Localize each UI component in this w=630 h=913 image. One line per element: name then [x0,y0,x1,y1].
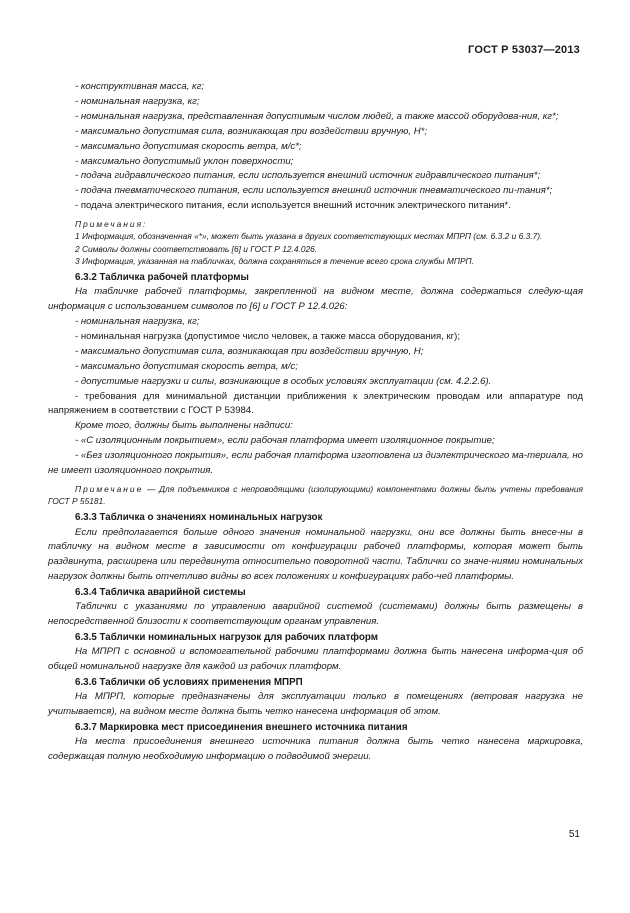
list-item: - максимально допустимая сила, возникающая при воздействии вручную, Н*; [75,125,428,137]
note-item: 2 Символы должны соответствовать [6] и ГОСТ Р 12.4.026. [75,243,318,254]
section-heading-6-3-5: 6.3.5 Таблички номинальных нагрузок для рабочих платформ [75,632,378,644]
section-text: На МПРП, которые предназначены для эксплуатации только в помещениях (ветровая нагрузка не учитывается), на видном месте должна быть четко нанесена информация об этом. [48,691,583,718]
list-item: - номинальная нагрузка (допустимое число человек, а также масса оборудования, кг); [75,330,461,342]
note-item: 3 Информация, указанная на табличках, должна сохраняться в течение всего срока службы МПРП. [75,255,474,266]
list-item: - «Без изоляционного покрытия», если рабочая платформа изготовлена из диэлектрического ма-териала, но не имеет изоляционного покрытия. [48,450,583,477]
list-item: - допустимые нагрузки и силы, возникающие в особых условиях эксплуатации (см. 4.2.2.6). [75,375,492,387]
section-heading-6-3-2: 6.3.2 Табличка рабочей платформы [75,271,249,283]
list-a [48,80,583,214]
list-item: - «С изоляционным покрытием», если рабочая платформа имеет изоляционное покрытие; [75,435,495,447]
note-item: 1 Информация, обозначенная «*», может быть указана в других соответствующих местах МПРП (см. 6.3.2 и 6.3.7). [75,231,543,242]
page-number: 51 [568,829,580,840]
list-item: - требования для минимальной дистанции приближения к электрическим проводам или аппаратуре под напряжением в соответствии с ГОСТ Р 53984. [48,390,583,417]
list-item: - номинальная нагрузка, кг; [75,95,200,107]
section-heading-6-3-3: 6.3.3 Табличка о значениях номинальных нагрузок [75,512,323,524]
list-item: - подача электрического питания, если используется внешний источник электрического питания*. [75,200,511,212]
list-item: - подача пневматического питания, если используется внешний источник пневматического пи-тания*; [75,185,553,197]
note-paragraph [48,483,583,507]
section-text: Если предполагается больше одного значения номинальной нагрузки, они все должны быть внесе-ны в табличку на видном месте в зависимости от конфигурации рабочей платформы, которая может быть раздвинута, расширена или передвинута относительно поворотной части. Таблички со значе-ниями номинальных нагрузок должны быть отчетливо видны во всех положениях и конфигурациях рабо-чей платформы. [48,526,583,583]
section-text: Кроме того, должны быть выполнены надписи: [75,420,293,432]
list-item: - конструктивная масса, кг; [75,81,204,92]
section-heading-6-3-7: 6.3.7 Маркировка мест присоединения внешнего источника питания [75,722,408,734]
note-label: Примечание [75,483,144,494]
section-intro: На табличке рабочей платформы, закрепленной на видном месте, должна содержаться следую-щая информация с использованием символов по [6] и ГОСТ Р 12.4.026: [48,286,583,313]
list-item: - максимально допустимая скорость ветра, м/с*; [75,140,302,152]
notes-title: Примечания: [75,219,148,230]
note-text: — Для подъемников с непроводящими (изолирующими) компонентами должны быть учтены требования ГОСТ Р 55181. [48,483,583,507]
list-item: - номинальная нагрузка, представленная допустимым числом людей, а также массой оборудова-ния, кг*; [75,110,559,122]
section-heading-6-3-6: 6.3.6 Таблички об условиях применения МПРП [75,677,303,689]
list-item: - подача гидравлического питания, если используется внешний источник гидравлического питания*; [75,170,541,182]
section-text: На МПРП с основной и вспомогательной рабочими платформами должна быть нанесена информа-ция об общей номинальной нагрузке для каждой из рабочих платформ. [48,646,583,673]
list-item: - максимально допустимая скорость ветра, м/с; [75,360,298,372]
section-text: На места присоединения внешнего источника питания должна быть четко нанесена маркировка, содержащая полную необходимую информацию о подводимой энергии. [48,736,583,763]
list-item: - номинальная нагрузка, кг; [75,315,200,327]
list-item: - максимально допустимый уклон поверхности; [75,155,294,167]
section-heading-6-3-4: 6.3.4 Табличка аварийной системы [75,587,246,599]
list-item: - максимально допустимая сила, возникающая при воздействии вручную, Н; [75,345,424,357]
page-content [48,80,583,765]
standard-header: ГОСТ Р 53037—2013 [468,44,580,56]
section-text: Таблички с указаниями по управлению аварийной системой (системами) должны быть размещены в непосредственной близости к соответствующим органам управления. [48,601,583,628]
